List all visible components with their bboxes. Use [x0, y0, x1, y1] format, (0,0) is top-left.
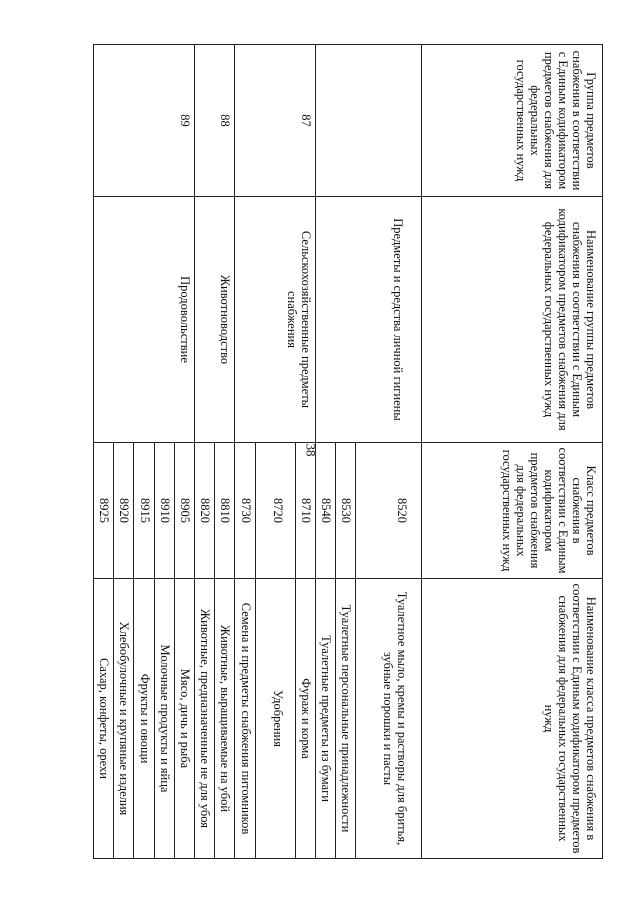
- class-code: 8540: [316, 443, 336, 579]
- header-row: [422, 45, 603, 859]
- class-code: 8530: [336, 443, 356, 579]
- class-code: 8710: [295, 443, 315, 579]
- class-code: 8520: [356, 443, 422, 579]
- group-name: Животноводство: [194, 197, 234, 443]
- page-number: 38: [303, 443, 319, 457]
- table-row: [215, 45, 235, 859]
- class-code: 8915: [134, 443, 154, 579]
- class-name: Хлебобулочные и крупяные изделия: [114, 579, 134, 859]
- class-name: Животные, выращиваемые на убой: [215, 579, 235, 859]
- class-code: 8810: [215, 443, 235, 579]
- class-name: Туалетное мыло, кремы и растворы для бритья, зубные порошки и пасты: [356, 579, 422, 859]
- class-name: Туалетные персональные принадлежности: [336, 579, 356, 859]
- header-group: Группа предметов снабжения в соответствии с Единым кодификатором предметов снабжения для федеральных государственных нужд: [422, 45, 603, 197]
- class-name: Сахар, конфеты, орехи: [94, 579, 114, 859]
- group-name: Сельскохозяйственные предметы снабжения: [235, 197, 316, 443]
- class-name: Животные, предназначенные не для убоя: [194, 579, 214, 859]
- class-name: Туалетные предметы из бумаги: [316, 579, 336, 859]
- class-name: Удобрения: [255, 579, 295, 859]
- class-code: 8730: [235, 443, 255, 579]
- group-name: Продовольствие: [94, 197, 195, 443]
- group-code: 87: [235, 45, 316, 197]
- table-row: [174, 45, 194, 859]
- class-name: Фураж и корма: [295, 579, 315, 859]
- class-name: Молочные продукты и яйца: [154, 579, 174, 859]
- class-name: Семена и предметы снабжения питомников: [235, 579, 255, 859]
- group-code: 89: [94, 45, 195, 197]
- header-class-name: Наименование класса предметов снабжения в соответствии с Единым кодификатором предметов снабжения для федеральных государственных нужд: [422, 579, 603, 859]
- supply-classification-table: [93, 44, 603, 859]
- header-group-name: Наименование группы предметов снабжения в соответствии с Единым кодификатором предметов снабжения для федеральных государственных нужд: [422, 197, 603, 443]
- table-row: [356, 45, 422, 859]
- group-name: Предметы и средства личной гигиены: [316, 197, 422, 443]
- class-name: Фрукты и овощи: [134, 579, 154, 859]
- class-code: 8820: [194, 443, 214, 579]
- class-code: 8925: [94, 443, 114, 579]
- class-code: 8905: [174, 443, 194, 579]
- class-code: 8920: [114, 443, 134, 579]
- rotated-table-container: [93, 44, 603, 858]
- group-code: 88: [194, 45, 234, 197]
- group-code: [316, 45, 422, 197]
- table-row: [295, 45, 315, 859]
- class-name: Мясо, дичь и рыба: [174, 579, 194, 859]
- class-code: 8910: [154, 443, 174, 579]
- class-code: 8720: [255, 443, 295, 579]
- header-class: Класс предметов снабжения в соответствии с Единым кодификатором предметов снабжения для федеральных государственных нужд: [422, 443, 603, 579]
